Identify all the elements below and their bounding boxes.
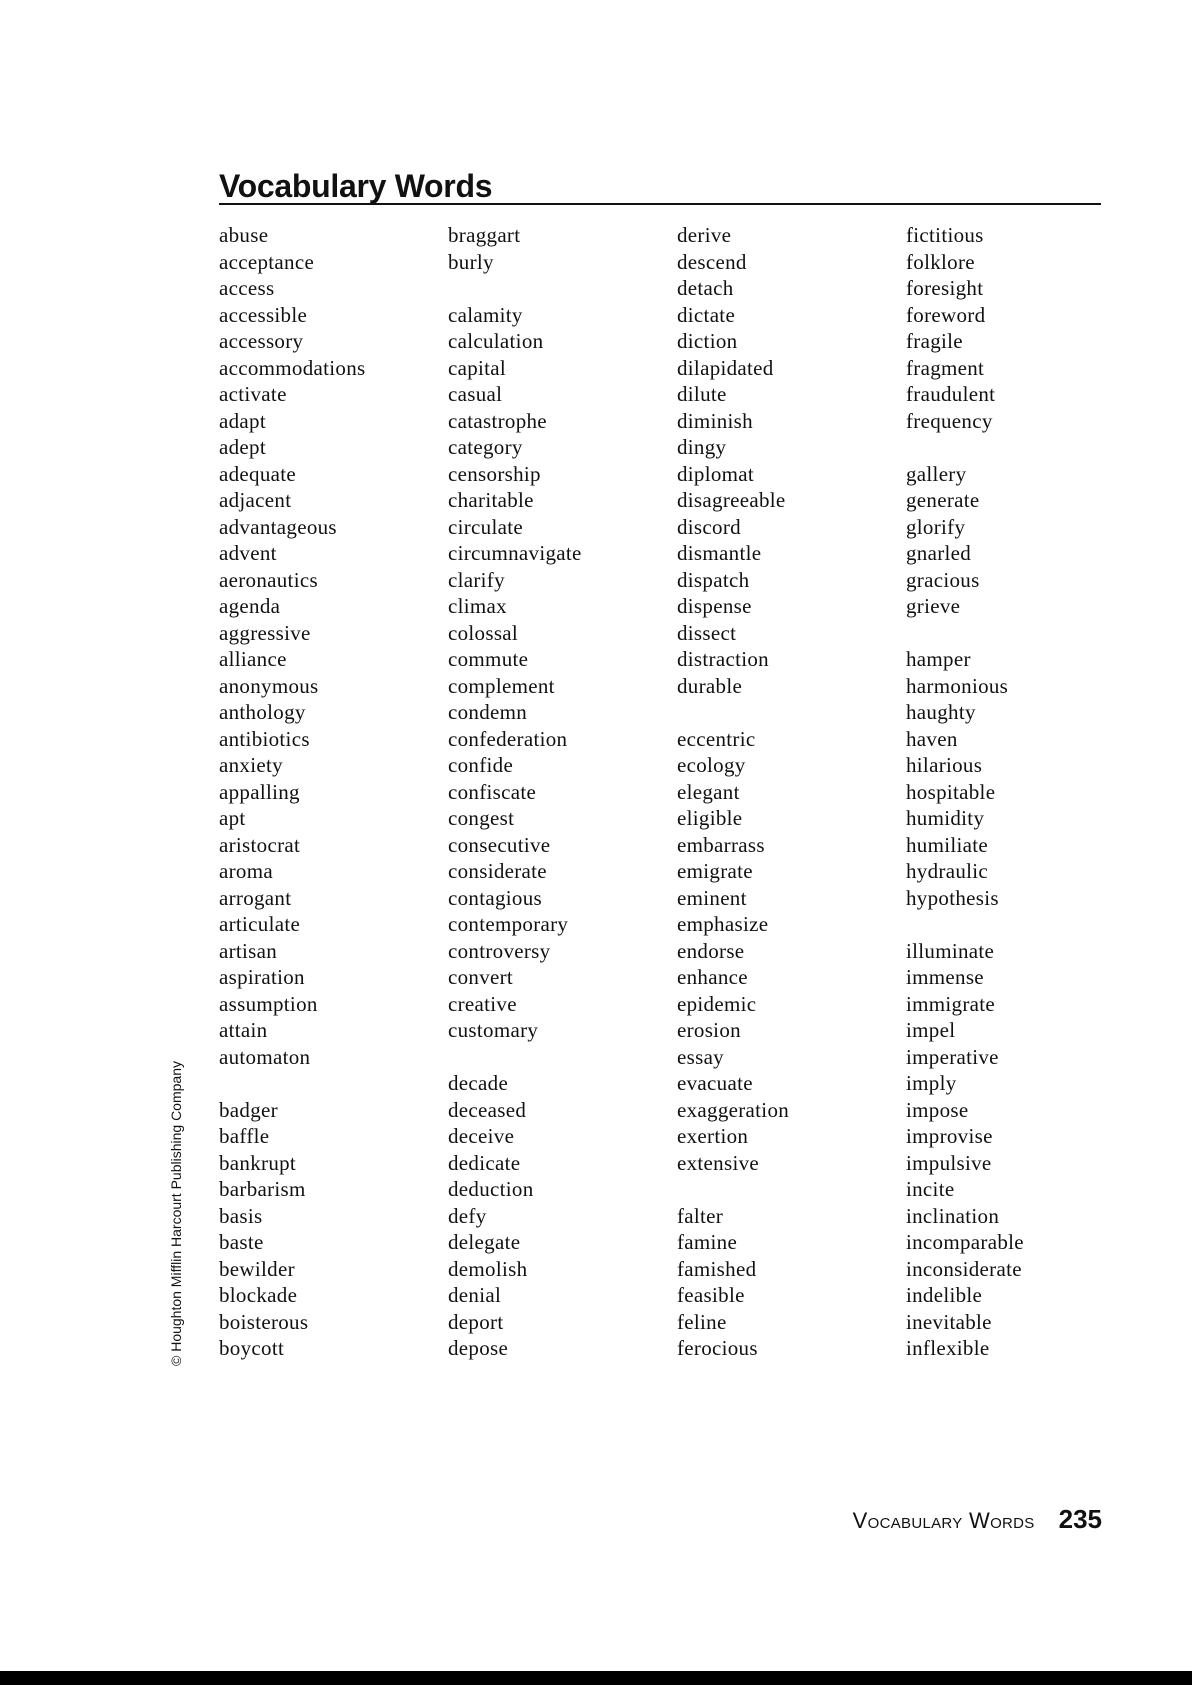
vocabulary-word: inclination	[906, 1203, 1000, 1228]
vocabulary-word: inflexible	[906, 1336, 990, 1360]
vocabulary-word: durable	[677, 673, 743, 698]
vocabulary-word: censorship	[448, 461, 541, 486]
vocabulary-word: appalling	[219, 779, 300, 804]
vocabulary-word: hamper	[906, 647, 971, 671]
vocabulary-word: imply	[906, 1071, 957, 1095]
vocabulary-word: deceive	[448, 1124, 515, 1148]
vocabulary-word: generate	[906, 488, 980, 512]
vocabulary-word: famished	[677, 1256, 757, 1281]
vocabulary-word: access	[219, 276, 275, 300]
vocabulary-word: category	[448, 435, 523, 459]
vocabulary-word: blockade	[219, 1283, 298, 1307]
vocabulary-word: folklore	[906, 249, 975, 274]
vocabulary-word: imperative	[906, 1044, 999, 1069]
vocabulary-word: badger	[219, 1097, 278, 1122]
page-number: 235	[1058, 1504, 1102, 1534]
vocabulary-word: falter	[677, 1203, 724, 1228]
vocabulary-word: dispatch	[677, 567, 750, 592]
vocabulary-word: dedicate	[448, 1150, 521, 1175]
vocabulary-word: descend	[677, 249, 747, 274]
vocabulary-word: activate	[219, 382, 287, 406]
vocabulary-word: confide	[448, 753, 514, 777]
vocabulary-word: adequate	[219, 461, 297, 486]
vocabulary-word: detach	[677, 276, 734, 300]
vocabulary-word: dispense	[677, 594, 752, 618]
vocabulary-word: aeronautics	[219, 567, 318, 592]
vocabulary-word: glorify	[906, 514, 966, 539]
vocabulary-word: diminish	[677, 408, 753, 433]
word-column-4	[906, 222, 1024, 1362]
vocabulary-word: distraction	[677, 647, 769, 671]
vocabulary-word: exaggeration	[677, 1097, 790, 1122]
vocabulary-word: deceased	[448, 1097, 527, 1122]
vocabulary-word: advent	[219, 541, 277, 565]
vocabulary-word: casual	[448, 382, 503, 406]
vocabulary-word: foresight	[906, 276, 984, 300]
vocabulary-word: anthology	[219, 700, 306, 724]
vocabulary-word: exertion	[677, 1124, 749, 1148]
vocabulary-word: attain	[219, 1018, 268, 1042]
vocabulary-word: depose	[448, 1336, 509, 1360]
vocabulary-word: improvise	[906, 1124, 993, 1148]
vocabulary-word: fictitious	[906, 223, 984, 247]
vocabulary-word: foreword	[906, 302, 986, 327]
vocabulary-word: famine	[677, 1230, 738, 1254]
vocabulary-word: anonymous	[219, 673, 319, 698]
vocabulary-word: antibiotics	[219, 726, 310, 751]
vocabulary-word: calculation	[448, 329, 544, 353]
vocabulary-word: congest	[448, 806, 515, 830]
vocabulary-word: gracious	[906, 567, 980, 592]
column-gap	[906, 911, 1024, 938]
vocabulary-word: haughty	[906, 700, 976, 724]
vocabulary-word: bankrupt	[219, 1150, 297, 1175]
vocabulary-word: accommodations	[219, 355, 366, 380]
vocabulary-word: baste	[219, 1230, 264, 1254]
vocabulary-word: incomparable	[906, 1230, 1024, 1254]
vocabulary-word: eligible	[677, 806, 743, 830]
vocabulary-word: humiliate	[906, 832, 989, 857]
vocabulary-word: haven	[906, 726, 958, 751]
copyright-notice: © Houghton Mifflin Harcourt Publishing Company	[168, 1061, 184, 1366]
vocabulary-word: articulate	[219, 912, 301, 936]
column-gap	[906, 620, 1024, 647]
vocabulary-word: consecutive	[448, 832, 551, 857]
vocabulary-word: epidemic	[677, 991, 757, 1016]
column-gap	[677, 1176, 789, 1203]
vocabulary-word: humidity	[906, 806, 985, 830]
vocabulary-word: disagreeable	[677, 488, 786, 512]
vocabulary-word: colossal	[448, 620, 519, 645]
vocabulary-word: diplomat	[677, 461, 755, 486]
word-column-1	[219, 222, 366, 1362]
vocabulary-word: acceptance	[219, 249, 315, 274]
vocabulary-word: advantageous	[219, 514, 337, 539]
vocabulary-word: enhance	[677, 965, 748, 989]
vocabulary-word: climax	[448, 594, 507, 618]
vocabulary-word: calamity	[448, 302, 523, 327]
vocabulary-word: defy	[448, 1203, 487, 1228]
vocabulary-word: harmonious	[906, 673, 1009, 698]
vocabulary-word: deport	[448, 1309, 504, 1334]
vocabulary-word: dismantle	[677, 541, 762, 565]
vocabulary-word: gnarled	[906, 541, 972, 565]
vocabulary-word: gallery	[906, 461, 967, 486]
vocabulary-word: emigrate	[677, 859, 753, 883]
page-title: Vocabulary Words	[219, 168, 493, 204]
vocabulary-word: considerate	[448, 859, 547, 883]
vocabulary-word: bewilder	[219, 1256, 295, 1281]
vocabulary-word: convert	[448, 965, 514, 989]
vocabulary-word: abuse	[219, 223, 269, 247]
vocabulary-word: dilute	[677, 382, 727, 406]
vocabulary-word: delegate	[448, 1230, 521, 1254]
title-rule	[219, 203, 1101, 205]
vocabulary-word: evacuate	[677, 1071, 753, 1095]
word-column-3	[677, 222, 789, 1362]
vocabulary-word: ferocious	[677, 1336, 758, 1360]
vocabulary-word: automaton	[219, 1044, 311, 1069]
vocabulary-word: controversy	[448, 938, 551, 963]
vocabulary-word: indelible	[906, 1283, 983, 1307]
vocabulary-word: adapt	[219, 408, 266, 433]
vocabulary-word: endorse	[677, 938, 745, 963]
vocabulary-word: apt	[219, 806, 246, 830]
vocabulary-word: inevitable	[906, 1309, 992, 1334]
vocabulary-word: inconsiderate	[906, 1256, 1022, 1281]
vocabulary-word: hilarious	[906, 753, 983, 777]
vocabulary-word: dissect	[677, 620, 737, 645]
vocabulary-word: baffle	[219, 1124, 270, 1148]
vocabulary-word: extensive	[677, 1150, 760, 1175]
column-gap	[219, 1070, 366, 1097]
vocabulary-word: impulsive	[906, 1150, 992, 1175]
vocabulary-word: hypothesis	[906, 885, 999, 910]
vocabulary-word: emphasize	[677, 912, 769, 936]
vocabulary-word: catastrophe	[448, 408, 547, 433]
running-head: Vocabulary Words	[852, 1508, 1035, 1533]
vocabulary-word: erosion	[677, 1018, 741, 1042]
vocabulary-word: braggart	[448, 223, 521, 247]
column-gap	[906, 434, 1024, 461]
vocabulary-word: contagious	[448, 885, 542, 910]
vocabulary-word: aggressive	[219, 620, 311, 645]
vocabulary-word: agenda	[219, 594, 281, 618]
vocabulary-word: condemn	[448, 700, 528, 724]
vocabulary-word: frequency	[906, 408, 993, 433]
vocabulary-word: eminent	[677, 885, 747, 910]
vocabulary-word: anxiety	[219, 753, 283, 777]
vocabulary-word: accessory	[219, 329, 304, 353]
vocabulary-word: diction	[677, 329, 738, 353]
vocabulary-word: arrogant	[219, 885, 292, 910]
vocabulary-word: incite	[906, 1177, 955, 1201]
vocabulary-word: illuminate	[906, 938, 995, 963]
vocabulary-word: circumnavigate	[448, 541, 582, 565]
vocabulary-word: feline	[677, 1309, 727, 1334]
column-gap	[677, 699, 789, 726]
vocabulary-word: essay	[677, 1044, 724, 1069]
vocabulary-word: clarify	[448, 567, 505, 592]
vocabulary-word: burly	[448, 249, 494, 274]
vocabulary-word: contemporary	[448, 912, 569, 936]
vocabulary-word: boycott	[219, 1336, 285, 1360]
vocabulary-word: dictate	[677, 302, 736, 327]
vocabulary-word: deduction	[448, 1177, 534, 1201]
vocabulary-word: boisterous	[219, 1309, 309, 1334]
vocabulary-word: aristocrat	[219, 832, 301, 857]
vocabulary-word: impose	[906, 1097, 969, 1122]
vocabulary-word: customary	[448, 1018, 539, 1042]
vocabulary-word: capital	[448, 355, 507, 380]
vocabulary-word: artisan	[219, 938, 278, 963]
vocabulary-word: charitable	[448, 488, 534, 512]
vocabulary-word: alliance	[219, 647, 287, 671]
vocabulary-word: hospitable	[906, 779, 996, 804]
vocabulary-word: barbarism	[219, 1177, 306, 1201]
vocabulary-word: fragment	[906, 355, 985, 380]
vocabulary-word: aroma	[219, 859, 273, 883]
vocabulary-word: assumption	[219, 991, 318, 1016]
page-footer	[853, 1502, 1102, 1541]
vocabulary-word: demolish	[448, 1256, 528, 1281]
vocabulary-word: elegant	[677, 779, 740, 804]
vocabulary-word: commute	[448, 647, 529, 671]
word-column-2	[448, 222, 582, 1362]
scan-edge-bar	[0, 1671, 1192, 1685]
vocabulary-word: dilapidated	[677, 355, 774, 380]
vocabulary-word: hydraulic	[906, 859, 989, 883]
vocabulary-word: adept	[219, 435, 266, 459]
vocabulary-word: eccentric	[677, 726, 756, 751]
vocabulary-word: accessible	[219, 302, 308, 327]
vocabulary-word: confiscate	[448, 779, 537, 804]
vocabulary-word: complement	[448, 673, 555, 698]
vocabulary-word: fraudulent	[906, 382, 996, 406]
vocabulary-word: immense	[906, 965, 984, 989]
vocabulary-word: derive	[677, 223, 732, 247]
vocabulary-word: circulate	[448, 514, 523, 539]
vocabulary-word: embarrass	[677, 832, 765, 857]
column-gap	[448, 275, 582, 302]
vocabulary-word: confederation	[448, 726, 568, 751]
vocabulary-word: aspiration	[219, 965, 305, 989]
vocabulary-word: basis	[219, 1203, 263, 1228]
vocabulary-word: grieve	[906, 594, 961, 618]
vocabulary-word: fragile	[906, 329, 963, 353]
vocabulary-word: discord	[677, 514, 741, 539]
vocabulary-word: adjacent	[219, 488, 292, 512]
vocabulary-word: impel	[906, 1018, 956, 1042]
vocabulary-word: creative	[448, 991, 517, 1016]
vocabulary-word: immigrate	[906, 991, 996, 1016]
vocabulary-word: decade	[448, 1071, 509, 1095]
vocabulary-word: dingy	[677, 435, 727, 459]
vocabulary-word: denial	[448, 1283, 502, 1307]
vocabulary-word: feasible	[677, 1283, 745, 1307]
column-gap	[448, 1044, 582, 1071]
vocabulary-word: ecology	[677, 753, 746, 777]
